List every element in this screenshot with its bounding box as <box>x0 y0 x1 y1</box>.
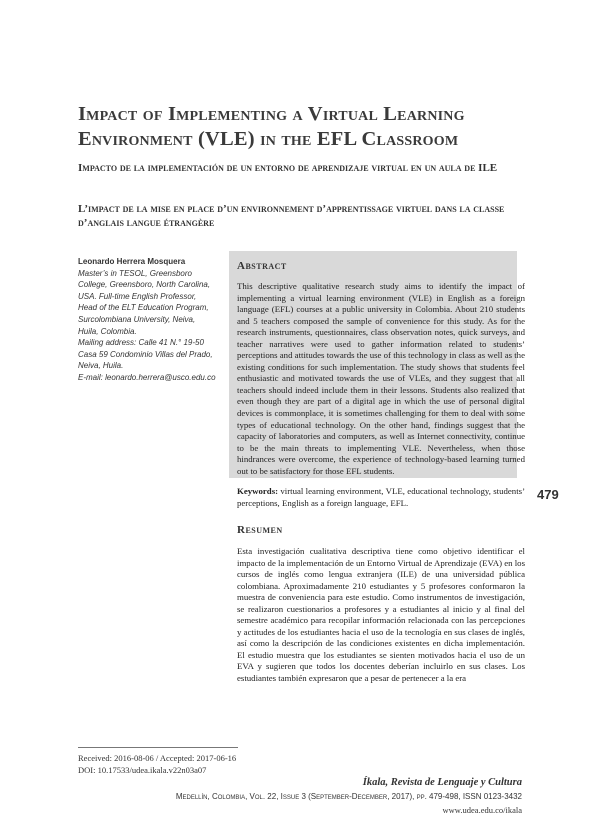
keywords-label: Keywords: <box>237 486 279 496</box>
author-email[interactable]: E-mail: leonardo.herrera@usco.edu.co <box>78 372 216 382</box>
author-line: USA. Full-time English Professor, <box>78 291 197 301</box>
subtitle-spanish: Impacto de la implementación de un entorno de aprendizaje virtual en un aula de ILE <box>78 162 498 174</box>
resumen-heading: Resumen <box>237 524 283 536</box>
article-dates <box>78 753 236 776</box>
journal-website[interactable]: www.udea.edu.co/ikala <box>442 805 522 815</box>
author-line: College, Greensboro, North Carolina, <box>78 280 211 290</box>
footnote-rule <box>78 747 238 748</box>
received-accepted: Received: 2016-08-06 / Accepted: 2017-06-16 <box>78 753 237 763</box>
journal-name: Íkala, Revista de Lenguaje y Cultura <box>362 777 522 788</box>
author-line: Neiva, Huila. <box>78 361 124 371</box>
article-title: Impact of Implementing a Virtual Learning Environment (VLE) in the EFL Classroom <box>78 103 465 150</box>
author-line: Master’s in TESOL, Greensboro <box>78 268 192 278</box>
subtitle-french: L’impact de la mise en place d’un environnement d’apprentissage virtuel dans la classe d’anglais langue étrangère <box>78 203 505 229</box>
author-info <box>78 256 228 384</box>
abstract-text: This descriptive qualitative research study aims to identify the impact of implementing a virtual learning environment (VLE) in English as a foreign language (EFL) courses at a public university in Colombia. About 210 students and 5 teachers composed the sample of convenience for this study. As for the research instruments, questionnaires, class observation notes, quick surveys, and teacher narratives were used to gather information related to students’ perceptions and attitudes towards the use of this technology in class as well as the existing conditions for such implementation. The study shows that students feel enthusiastic and motivated towards the use of VLEs, and they suggest that all teachers should indeed include them in their lessons. Students also realized that even though they are part of a digital age in which the use of personal digital devices is commonplace, it is sometimes challenging for them to deal with some types of educational technology. On the other hand, findings suggest that the capacity of laboratories and computers, as well as Internet connectivity, continue to be the main threats to implementing VLE. Nevertheless, when those hindrances were overcome, the experience of technology-based learning turned out to be satisfactory for those EFL students. <box>237 281 525 476</box>
author-line: Head of the ELT Education Program, <box>78 303 209 313</box>
author-line: Mailing address: Calle 41 N.° 19-50 <box>78 338 204 348</box>
author-line: Huila, Colombia. <box>78 326 137 336</box>
keywords-text: virtual learning environment, VLE, educational technology, students’ perceptions, English as a foreign language, EFL. <box>237 486 525 508</box>
author-line: Surcolombiana University, Neiva, <box>78 314 196 324</box>
abstract-heading: Abstract <box>237 260 287 272</box>
doi[interactable]: DOI: 10.17533/udea.ikala.v22n03a07 <box>78 764 207 775</box>
page-number: 479 <box>537 487 559 502</box>
keywords <box>237 486 525 509</box>
journal-citation: Medellín, Colombia, Vol. 22, Issue 3 (September-December, 2017), pp. 479-498, ISSN 0123-3432 <box>175 792 522 801</box>
author-name: Leonardo Herrera Mosquera <box>78 257 186 266</box>
resumen-text: Esta investigación cualitativa descriptiva tiene como objetivo identificar el impacto de la implementación de un Entorno Virtual de Aprendizaje (EVA) en los cursos de inglés como lengua extranjera (ILE) de una universidad pública colombiana. Aproximadamente 210 estudiantes y 5 profesores conformaron la muestra de conveniencia para este estudio. Como instrumentos de investigación, se realizaron cuestionarios a profesores y a estudiantes al inicio y al final del semestre académico para recopilar información relacionada con las percepciones y actitudes de los estudiantes hacia el uso de la tecnología en sus clases de inglés, así como la descripción de las condiciones existentes en dicha implementación. El estudio muestra que los estudiantes se sienten motivados hacia el uso de un EVA y sugieren que todos los docentes deberían incluirlo en sus clases. Los estudiantes también expresaron que a pesar de pertenecer a la era <box>237 546 525 684</box>
author-line: Casa 59 Condominio Villas del Prado, <box>78 349 213 359</box>
